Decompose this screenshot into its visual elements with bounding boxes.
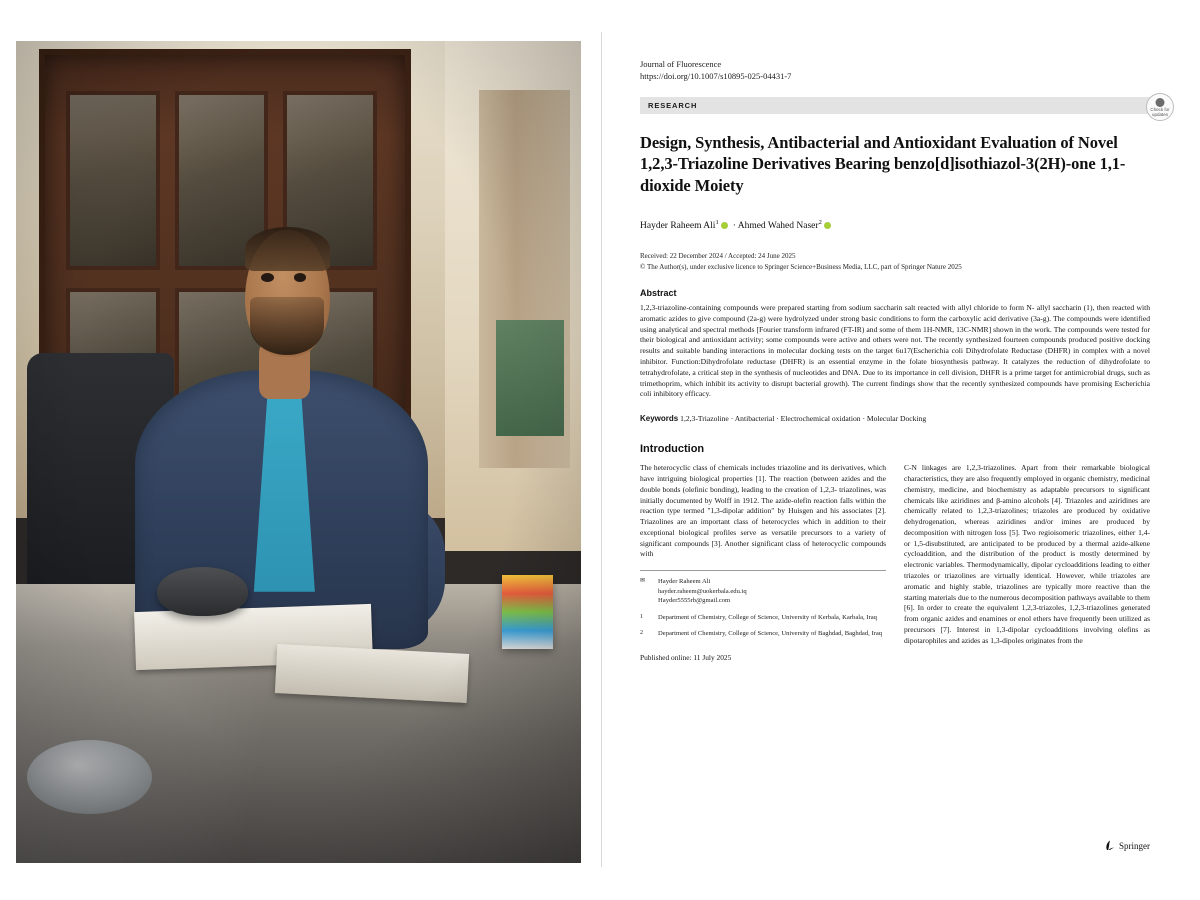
- article-type-label: RESEARCH: [648, 100, 698, 110]
- intro-paragraph-left: The heterocyclic class of chemicals includes triazoline and its derivatives, which have intriguing biological properties [1]. The reaction (between azides and the double bonds (olefinic bonding), leading to the creation of 1,2,3- triazolines, was initially documented by Wolff in 1912. The azide-olefin reaction falls within the reaction type termed "1,3-dipolar addition" by Huisgen and his associates [2]. Triazolines are an important class of heterocycles which in addition to their exceptional biological profiles serve as versatile precursors to a variety of significant compounds [3]. Another significant class of heterocyclic compounds with: [640, 463, 886, 559]
- correspondence-row: [640, 577, 886, 606]
- article-title: Design, Synthesis, Antibacterial and Antioxidant Evaluation of Novel 1,2,3-Triazoline Derivatives Bearing benzo[d]isothiazol-3(2H)-one 1,1-dioxide Moiety: [640, 132, 1126, 196]
- author-name: Ahmed Wahed Naser: [737, 221, 819, 232]
- orcid-icon[interactable]: [824, 222, 831, 229]
- correspondence-text: [658, 577, 747, 606]
- crossmark-label: Check for updates: [1150, 106, 1170, 117]
- correspondence-name: Hayder Raheem Ali: [658, 578, 711, 586]
- published-online-line: Published online: 11 July 2025: [640, 653, 732, 663]
- correspondence-email-primary[interactable]: hayder.raheem@uokerbala.edu.iq: [658, 587, 747, 595]
- photo-scene: [16, 41, 581, 863]
- office-portrait-photo: [16, 41, 581, 863]
- orcid-icon[interactable]: [721, 222, 728, 229]
- introduction-heading: Introduction: [640, 443, 705, 456]
- keywords-label: Keywords: [640, 414, 679, 424]
- publisher-mark: [1105, 840, 1150, 851]
- desk-papers-secondary: [275, 644, 469, 703]
- desk-glass-plate: [27, 740, 151, 814]
- footnotes-block: [640, 570, 886, 639]
- affiliation-text: Department of Chemistry, College of Science, University of Kerbala, Karbala, Iraq: [658, 613, 877, 621]
- computer-mouse: [157, 567, 247, 616]
- person-eye-right: [294, 273, 306, 282]
- article-type-bar: [640, 97, 1170, 117]
- affiliation-mark: 1: [640, 613, 643, 620]
- affiliation-text: Department of Chemistry, College of Science, University of Baghdad, Baghdad, Iraq: [658, 630, 883, 638]
- affiliation-row: [640, 613, 886, 623]
- springer-logo-icon: [1105, 840, 1115, 851]
- column-right: [904, 463, 1150, 650]
- author-name: Hayder Raheem Ali: [640, 221, 716, 232]
- author-affiliation-mark: 1: [715, 218, 719, 226]
- publisher-name: Springer: [1119, 840, 1150, 851]
- colored-sticky-notes: [502, 575, 553, 649]
- copyright-line: © The Author(s), under exclusive licence to Springer Science+Business Media, LLC, part of Springer Nature 2025: [640, 262, 962, 271]
- cabinet-glass-pane: [66, 91, 160, 270]
- journal-article-page: [601, 32, 1184, 867]
- abstract-heading: Abstract: [640, 288, 677, 299]
- publication-dates: [640, 251, 1150, 272]
- column-left: [640, 463, 886, 664]
- author-affiliation-mark: 2: [818, 218, 822, 226]
- person-hair: [245, 227, 330, 271]
- affiliation-mark: 2: [640, 630, 643, 637]
- crossmark-badge[interactable]: [1146, 93, 1174, 121]
- envelope-icon: ✉: [640, 578, 646, 585]
- crossmark-icon: [1156, 98, 1165, 107]
- affiliation-row: [640, 629, 886, 639]
- keywords-row: [640, 414, 1150, 423]
- person-eye-left: [261, 273, 273, 282]
- journal-name: Journal of Fluorescence: [640, 59, 722, 69]
- correspondence-email-secondary[interactable]: Hayder5555rb@gmail.com: [658, 597, 731, 605]
- person-beard: [250, 297, 323, 355]
- keywords-list: 1,2,3-Triazoline · Antibacterial · Electrochemical oxidation · Molecular Docking: [680, 414, 927, 424]
- received-accepted-line: Received: 22 December 2024 / Accepted: 24 June 2025: [640, 252, 796, 261]
- abstract-text: 1,2,3-triazoline-containing compounds were prepared starting from sodium saccharin salt reacted with allyl chloride to form N- allyl saccharin (1), then reacted with aromatic azides to give compound (2a-g) were hydrolyzed under strong basic conditions to form the carboxylic acid derivative (3a-g). The compounds were identified using analytical and spectral methods [Fourier transform infrared (FT-IR) and some of them 1H-NMR, 13C-NMR] shown in the work. The compounds were tested for their biological and antioxidant activity; some compounds were active and others were not. The recently synthesized fourteen compounds produced positive docking results and suitable banding interactions in molecular docking tests on the target 6u17(Escherichia coli Dihydrofolate Reductase (DHFR) in complex with a novel inhibitor. Function:Dihydrofolate reductase (DHFR) is an essential enzyme in the folate biosynthesis pathway. It catalyzes the reduction of dihydrofolate to tetrahydrofolate, a critical step in the synthesis of nucleotides and DNA. Due to its importance in cell division, DHFR is a prime target for antimicrobial drugs, such as trimethoprim, which inhibit its activity to disrupt bacterial growth). The current findings show that the recently synthesized compounds have promising Escherichia coli inhibitory efficacy.: [640, 303, 1150, 399]
- journal-masthead: [640, 58, 1150, 83]
- green-object: [496, 320, 564, 435]
- body-columns: [640, 463, 1150, 664]
- journal-doi[interactable]: https://doi.org/10.1007/s10895-025-04431-7: [640, 71, 792, 82]
- intro-paragraph-right: C-N linkages are 1,2,3-triazolines. Apart from their remarkable biological characteristics, they are also frequently employed in organic chemistry, medicinal chemistry, medicine, and biochemistry as adaptable precursors to significant chemicals like aziridines and β-amino alcohols [4]. Triazoles and aziridines are chemically related to 1,2,3-triazolines; triazoles are produced by oxidative dehydrogenation, whereas aziridines and/or imines are produced by decomposition with nitrogen loss [5]. Two regioisomeric triazolines, either 1,4- or 1,5-disubstituted, are anticipated to be produced by a thermal azide-alkene cycloaddition, and the distribution of the product is mostly determined by electronic variables. Thermodynamically, dipolar cycloadditions leading to either triazoles or triazolines are virtually identical. However, while triazoles are aromatic and highly stable, triazolines are typically more reactive than the starting materials due to the numerous decomposition pathways available to them [6]. In order to create the equivalent 1,2,3-triazoles, 1,2,3-triazolines generated from organic azides and enamines or enol ethers have frequently been utilized as precursors [7]. Interest in 1,3-dipolar cycloadditions involving olefins as dipotarophiles and azides as 1,3-dipoles originates from the: [904, 463, 1150, 645]
- author-list: Hayder Raheem Ali$^1$ · Ahmed Wahed Naser$^2$: [640, 219, 1150, 231]
